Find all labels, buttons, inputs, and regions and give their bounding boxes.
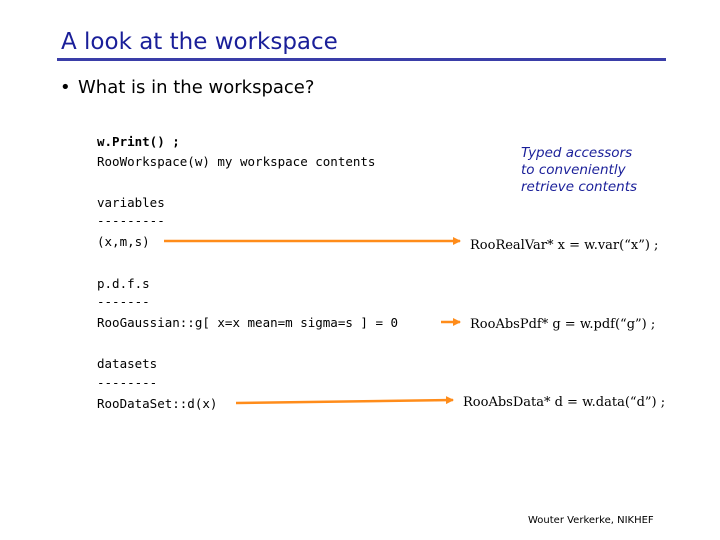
section-label-variables: variables	[97, 195, 165, 210]
workspace-header: RooWorkspace(w) my workspace contents	[97, 154, 376, 169]
section-separator-pdfs: -------	[97, 294, 150, 309]
footer-author: Wouter Verkerke, NIKHEF	[528, 515, 654, 526]
section-separator-datasets: --------	[97, 375, 158, 390]
bullet-dot-icon: •	[60, 77, 71, 98]
accessor-var: RooRealVar* x = w.var(“x”) ;	[470, 238, 659, 253]
accessor-note-line: Typed accessors	[521, 145, 633, 161]
section-entry-pdfs: RooGaussian::g[ x=x mean=m sigma=s ] = 0	[97, 315, 399, 330]
bullet-text: What is in the workspace?	[78, 77, 315, 98]
accessor-pdf: RooAbsPdf* g = w.pdf(“g”) ;	[470, 317, 656, 332]
section-label-datasets: datasets	[97, 356, 158, 371]
section-entry-variables: (x,m,s)	[97, 234, 150, 249]
slide-title: A look at the workspace	[61, 29, 338, 55]
arrow-datasets	[236, 400, 453, 403]
print-command: w.Print() ;	[97, 134, 180, 149]
section-entry-datasets: RooDataSet::d(x)	[97, 396, 218, 411]
accessor-data: RooAbsData* d = w.data(“d”) ;	[463, 395, 666, 410]
accessor-note-line: retrieve contents	[521, 179, 638, 195]
section-label-pdfs: p.d.f.s	[97, 276, 150, 291]
section-separator-variables: ---------	[97, 213, 165, 228]
accessor-note-line: to conveniently	[521, 162, 626, 178]
